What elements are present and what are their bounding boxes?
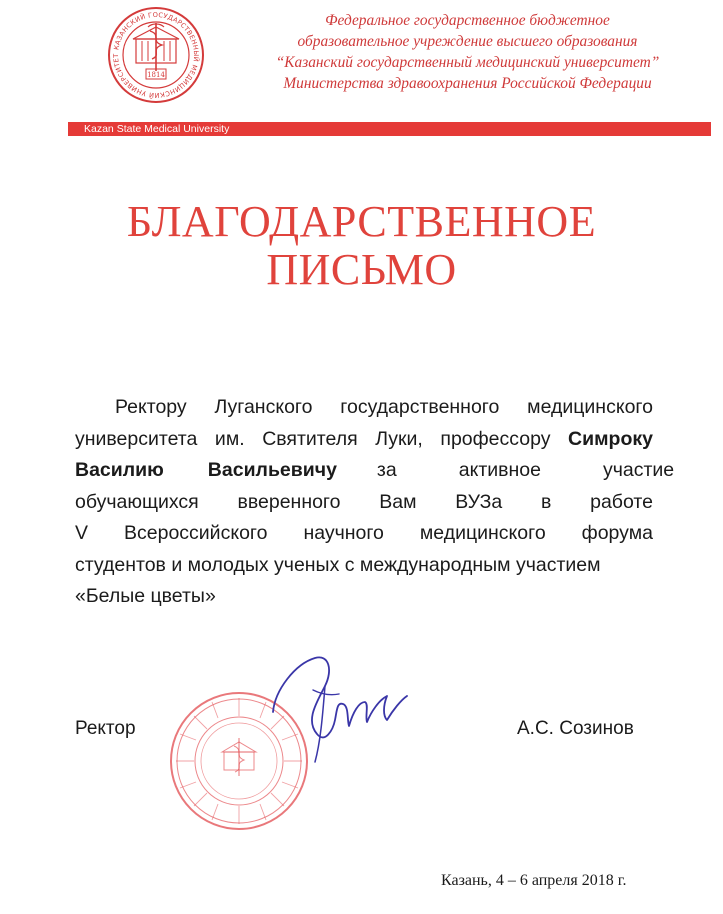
recipient-surname: Симроку: [568, 427, 653, 450]
body-word: университета: [75, 427, 198, 450]
logo-year: 1814: [147, 71, 165, 79]
body-word: научного: [303, 522, 384, 544]
body-word: Святителя: [262, 427, 358, 450]
forum-name: «Белые цветы»: [75, 585, 216, 607]
body-word: ВУЗа: [455, 490, 503, 513]
body-word: обучающихся: [75, 490, 199, 513]
place-and-date: Казань, 4 – 6 апреля 2018 г.: [441, 872, 627, 889]
body-word: медицинского: [527, 396, 653, 418]
body-line-1: [75, 392, 653, 424]
header-line-3: “Казанский государственный медицинский университет”: [275, 54, 660, 71]
title-line-2: ПИСЬМО: [266, 245, 457, 294]
body-line-2: [75, 424, 653, 456]
body-line-3: [75, 455, 675, 487]
body-word: работе: [590, 490, 653, 513]
header-line-4: Министерства здравоохранения Российской Федерации: [283, 75, 652, 92]
body-word: Ректору: [115, 396, 187, 418]
body-word: за: [376, 459, 397, 481]
body-line-4: [75, 487, 653, 519]
body-line-5: [75, 518, 653, 550]
body-word: профессору: [440, 427, 551, 450]
body-line-7: [75, 581, 653, 613]
banner-text: Kazan State Medical University: [84, 123, 230, 135]
logo-ring-text: КАЗАНСКИЙ ГОСУДАРСТВЕННЫЙ МЕДИЦИНСКИЙ УНИВЕРСИТЕТ: [111, 10, 201, 100]
letter-body: [75, 392, 675, 613]
rector-signature: [255, 650, 425, 770]
body-word: вверенного: [237, 490, 341, 513]
recipient-patronymic: Васильевичу: [207, 459, 337, 481]
body-word: V: [75, 522, 89, 544]
signatory-name: А.С. Созинов: [517, 718, 634, 739]
body-word: Вам: [379, 490, 417, 513]
body-word: Всероссийского: [124, 522, 268, 544]
body-text: студентов и молодых ученых с международным участием: [75, 553, 601, 576]
body-word: Луганского: [214, 396, 313, 418]
document-title: [0, 198, 723, 294]
body-word: участие: [602, 459, 675, 481]
body-line-6: [75, 550, 653, 582]
header-line-1: Федеральное государственное бюджетное: [325, 12, 610, 29]
university-header: [215, 10, 720, 94]
recipient-first-name: Василию: [75, 459, 164, 481]
body-word: им.: [214, 427, 245, 450]
body-word: в: [540, 490, 552, 513]
university-banner: [68, 122, 711, 136]
body-word: активное: [458, 459, 541, 481]
title-line-1: БЛАГОДАРСТВЕННОЕ: [126, 197, 597, 246]
body-word: форума: [581, 522, 653, 544]
body-word: государственного: [340, 396, 500, 418]
body-word: Луки,: [375, 427, 423, 450]
university-logo: [106, 5, 206, 105]
header-line-2: образовательное учреждение высшего образования: [297, 33, 638, 50]
body-word: медицинского: [419, 522, 546, 544]
signatory-position: Ректор: [75, 718, 136, 739]
